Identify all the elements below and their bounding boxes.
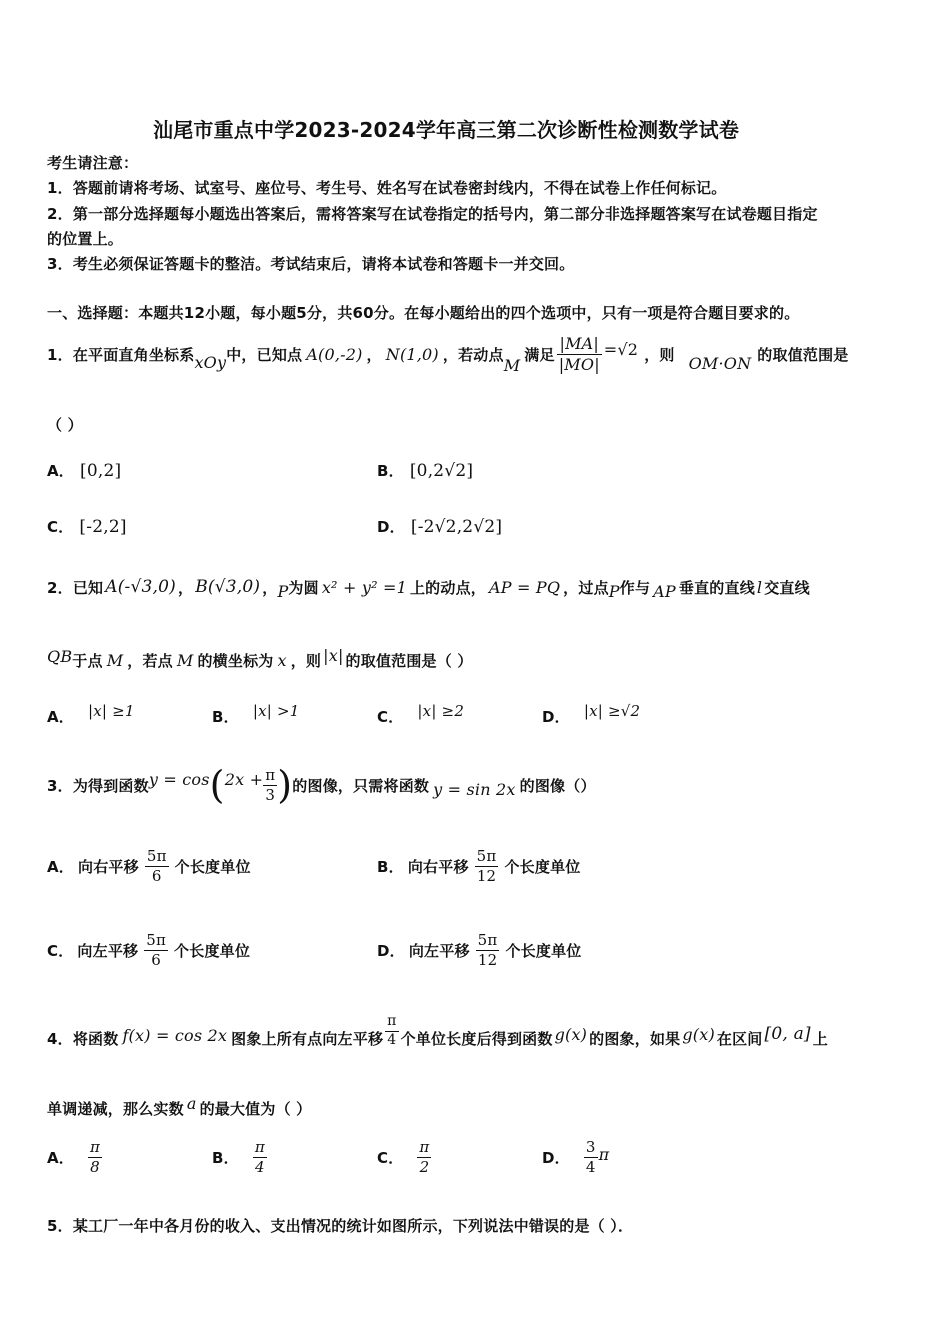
q2-math: M: [176, 650, 194, 670]
q2-text: 的取值范围是（ ）: [345, 651, 473, 670]
question-5: 5．某工厂一年中各月份的收入、支出情况的统计如图所示，下列说法中错误的是（ ）．: [47, 1217, 634, 1235]
q1-option-d: D． [-2√2,2√2]: [377, 517, 503, 537]
q2-text: 于点: [72, 651, 103, 670]
q3-math: y = sin 2x: [433, 779, 516, 799]
q4-text: 个单位长度后得到函数: [400, 1029, 553, 1048]
q4-option-a: A． $\frac{\pi}{8}$: [47, 1137, 101, 1176]
q1-text: 1．在平面直角坐标系: [47, 345, 195, 364]
q2-math: P: [608, 581, 620, 601]
q2-math: x² + y² =1: [321, 577, 407, 597]
q2-text: 为圆: [288, 578, 319, 597]
q1-text: 的取值范围是: [757, 345, 849, 364]
q1-text: 中，已知点: [226, 345, 303, 364]
q1-option-c: C． [-2,2]: [47, 517, 127, 537]
section-heading: 一、选择题：本题共12小题，每小题5分，共60分。在每小题给出的四个选项中，只有一项是符合题目要求的。: [47, 304, 800, 322]
question-4-cont: [47, 1095, 311, 1121]
notice-item-2: 2．第一部分选择题每小题选出答案后，需将答案写在试卷指定的括号内，第二部分非选择题答案写在试卷题目指定: [47, 205, 818, 223]
q2-option-a: A． |x| ≥1: [47, 702, 135, 726]
q2-text: ，: [262, 578, 278, 597]
q3-option-c: C． 向左平移 $\frac{5\pi}{6}$ 个长度单位: [47, 930, 251, 969]
question-3: [47, 762, 596, 808]
q2-math: B(√3,0): [195, 577, 261, 597]
q4-option-c: C． $\frac{\pi}{2}$: [377, 1137, 430, 1176]
q2-math: l: [756, 577, 763, 597]
q2-math: M: [106, 650, 124, 670]
q1-text: ，则: [644, 345, 675, 364]
q4-math: [0, a]: [764, 1024, 811, 1044]
q2-text: ，: [178, 578, 194, 597]
q1-option-b: B． [0,2√2]: [377, 461, 474, 481]
q2-text: ，过点: [563, 578, 609, 597]
q4-text: 在区间: [716, 1029, 763, 1048]
notice-heading: 考生请注意：: [47, 154, 139, 172]
q4-text: 单调递减，那么实数: [47, 1099, 184, 1118]
q4-math: f(x) = cos 2x: [122, 1025, 228, 1045]
q4-text: 的图象，如果: [589, 1029, 681, 1048]
q2-text: ，若点: [127, 651, 173, 670]
q2-math: |x|: [323, 645, 344, 665]
q2-text: 的横坐标为: [197, 651, 274, 670]
q1-option-a: A． [0,2]: [47, 461, 122, 481]
q3-paren-left: (: [209, 763, 225, 807]
q4-option-b: B． $\frac{\pi}{4}$: [212, 1137, 265, 1176]
q1-paren: （ ）: [47, 416, 83, 434]
q1-math: A(0,-2): [306, 344, 363, 364]
q3-text: 的图像（）: [519, 776, 596, 795]
q2-math: A(-√3,0): [105, 577, 177, 597]
q2-math: AP: [653, 581, 676, 601]
q4-text: 图象上所有点向左平移: [231, 1029, 384, 1048]
q2-text: ，则: [290, 651, 322, 670]
q4-text: 上: [812, 1029, 828, 1048]
q1-math: N(1,0): [385, 344, 439, 364]
q4-option-d: D． $\frac{3}{4}$ π: [542, 1137, 610, 1176]
q3-math: y = cos: [148, 769, 210, 789]
q4-math: a: [186, 1093, 197, 1113]
q4-text: 4．将函数: [47, 1029, 119, 1048]
q1-math: OM·ON: [688, 353, 752, 373]
q2-text: 作与: [619, 578, 651, 597]
notice-item-2-cont: 的位置上。: [47, 230, 124, 248]
q3-option-d: D． 向左平移 $\frac{5\pi}{12}$ 个长度单位: [377, 930, 582, 969]
question-1: [47, 328, 849, 380]
q1-text: ，: [366, 345, 382, 364]
q2-text: 2．已知: [47, 578, 104, 597]
q2-text: 交直线: [764, 578, 810, 597]
q4-math: g(x): [554, 1024, 588, 1044]
q4-fraction: $\frac{\pi}{4}$: [387, 1013, 397, 1048]
q3-option-b: B． 向右平移 $\frac{5\pi}{12}$ 个长度单位: [377, 846, 581, 885]
q2-text: 上的动点，: [409, 578, 486, 597]
q2-math: QB: [47, 646, 73, 666]
q3-math: 2x +: [224, 769, 264, 789]
question-2: [47, 572, 810, 602]
q2-math: P: [277, 581, 289, 601]
question-2-cont: [47, 645, 473, 675]
page-title: 汕尾市重点中学2023-2024学年高三第二次诊断性检测数学试卷: [153, 118, 740, 142]
q1-math: xOy: [194, 352, 227, 372]
q1-fraction: $\frac{|MA|}{|MO|}$: [558, 333, 600, 374]
q3-paren-right: ): [277, 763, 293, 807]
q2-option-b: B． |x| >1: [212, 702, 300, 726]
q1-math: =√2: [603, 339, 639, 359]
question-4: [47, 1012, 828, 1064]
q1-math: M: [503, 355, 521, 375]
notice-item-1: 1．答题前请将考场、试室号、座位号、考生号、姓名写在试卷密封线内，不得在试卷上作任何标记。: [47, 179, 727, 197]
q2-option-d: D． |x| ≥√2: [542, 702, 641, 726]
q1-text: ，若动点: [442, 345, 504, 364]
notice-item-3: 3．考生必须保证答题卡的整洁。考试结束后，请将本试卷和答题卡一并交回。: [47, 255, 575, 273]
q4-math: g(x): [682, 1024, 715, 1044]
q3-fraction: $\frac{\pi}{3}$: [265, 765, 276, 804]
q2-option-c: C． |x| ≥2: [377, 702, 465, 726]
q3-text: 的图像，只需将函数: [292, 776, 430, 795]
q2-text: 垂直的直线: [678, 578, 755, 597]
q2-math: AP = PQ: [488, 577, 561, 597]
q3-text: 3．为得到函数: [47, 776, 149, 795]
q3-option-a: A． 向右平移 $\frac{5\pi}{6}$ 个长度单位: [47, 846, 251, 885]
q2-math: x: [277, 650, 287, 670]
q4-text: 的最大值为（ ）: [199, 1099, 312, 1118]
q1-text: 满足: [524, 345, 555, 364]
